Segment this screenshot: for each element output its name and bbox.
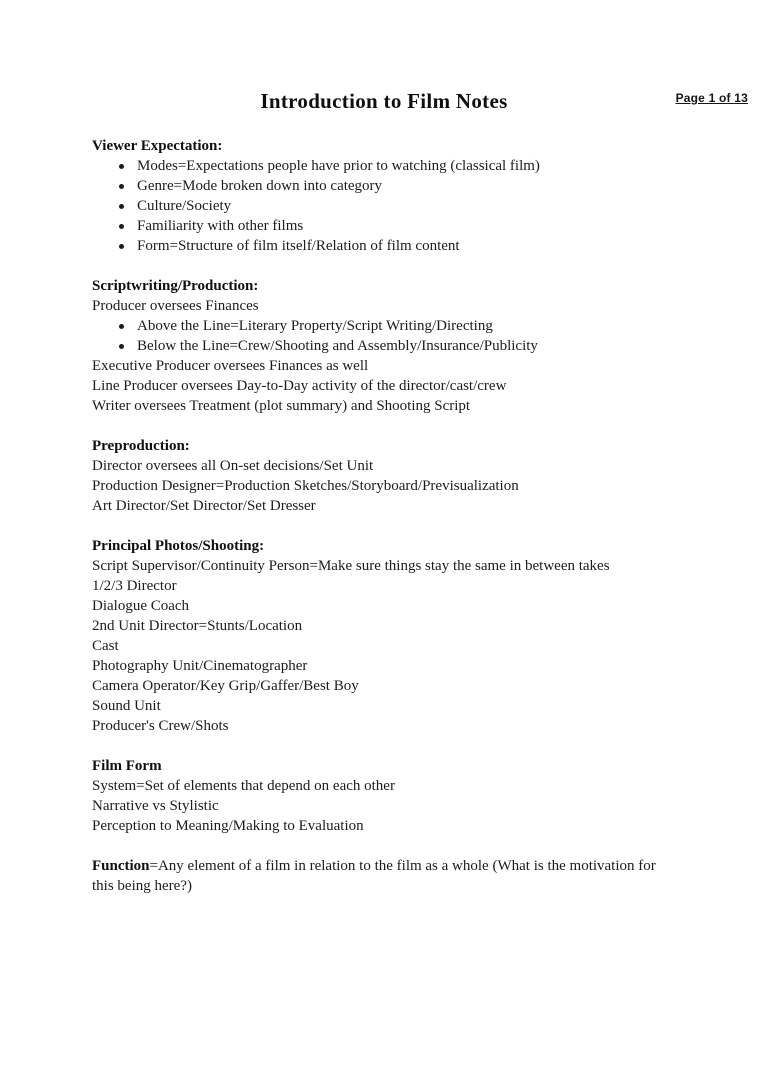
note-line: Line Producer oversees Day-to-Day activity of the director/cast/crew — [92, 378, 507, 394]
bullet-icon — [119, 244, 124, 249]
section-principal-photos-shooting — [92, 536, 670, 736]
note-line: Production Designer=Production Sketches/Storyboard/Previsualization — [92, 478, 519, 494]
section-film-form — [92, 756, 670, 836]
bullet-text: Familiarity with other films — [137, 218, 304, 234]
bullet-icon — [119, 204, 124, 209]
bullet-icon — [119, 184, 124, 189]
function-definition: =Any element of a film in relation to the film as a whole (What is the motivation for this being here?) — [92, 858, 656, 894]
note-line: Executive Producer oversees Finances as well — [92, 358, 369, 374]
page-title: Introduction to Film Notes — [260, 89, 508, 113]
bullet-icon — [119, 344, 124, 349]
function-term: Function — [92, 858, 150, 874]
note-line: Producer oversees Finances — [92, 298, 259, 314]
note-line: Perception to Meaning/Making to Evaluation — [92, 818, 364, 834]
bullet-text: Culture/Society — [137, 198, 232, 214]
note-line: Director oversees all On-set decisions/Set Unit — [92, 458, 374, 474]
bullet-text: Above the Line=Literary Property/Script Writing/Directing — [137, 318, 493, 334]
section-heading: Preproduction: — [92, 438, 190, 454]
note-line: Writer oversees Treatment (plot summary) and Shooting Script — [92, 398, 471, 414]
bullet-item — [92, 196, 670, 216]
section-preproduction — [92, 436, 670, 516]
section-heading: Film Form — [92, 758, 162, 774]
section-heading: Viewer Expectation: — [92, 138, 223, 154]
bullet-text: Below the Line=Crew/Shooting and Assembly/Insurance/Publicity — [137, 338, 538, 354]
function-paragraph — [92, 856, 670, 896]
bullet-icon — [119, 164, 124, 169]
bullet-text: Form=Structure of film itself/Relation of film content — [137, 238, 460, 254]
section-heading: Scriptwriting/Production: — [92, 278, 259, 294]
note-line: Dialogue Coach — [92, 598, 190, 614]
document-body — [92, 136, 670, 896]
note-line: Art Director/Set Director/Set Dresser — [92, 498, 316, 514]
page-number: Page 1 of 13 — [675, 91, 748, 105]
bullet-item — [92, 316, 670, 336]
note-line: Cast — [92, 638, 119, 654]
bullet-item — [92, 176, 670, 196]
bullet-text: Genre=Mode broken down into category — [137, 178, 383, 194]
note-line: Camera Operator/Key Grip/Gaffer/Best Boy — [92, 678, 359, 694]
note-line: Narrative vs Stylistic — [92, 798, 219, 814]
bullet-item — [92, 156, 670, 176]
bullet-icon — [119, 324, 124, 329]
note-line: Script Supervisor/Continuity Person=Make sure things stay the same in between takes — [92, 558, 610, 574]
note-line: Producer's Crew/Shots — [92, 718, 229, 734]
bullet-item — [92, 336, 670, 356]
bullet-text: Modes=Expectations people have prior to watching (classical film) — [137, 158, 540, 174]
note-line: 1/2/3 Director — [92, 578, 177, 594]
section-viewer-expectation — [92, 136, 670, 256]
bullet-item — [92, 236, 670, 256]
note-line: System=Set of elements that depend on each other — [92, 778, 395, 794]
section-scriptwriting-production — [92, 276, 670, 416]
bullet-item — [92, 216, 670, 236]
bullet-icon — [119, 224, 124, 229]
section-heading: Principal Photos/Shooting: — [92, 538, 265, 554]
note-line: Photography Unit/Cinematographer — [92, 658, 308, 674]
note-line: Sound Unit — [92, 698, 161, 714]
note-line: 2nd Unit Director=Stunts/Location — [92, 618, 303, 634]
